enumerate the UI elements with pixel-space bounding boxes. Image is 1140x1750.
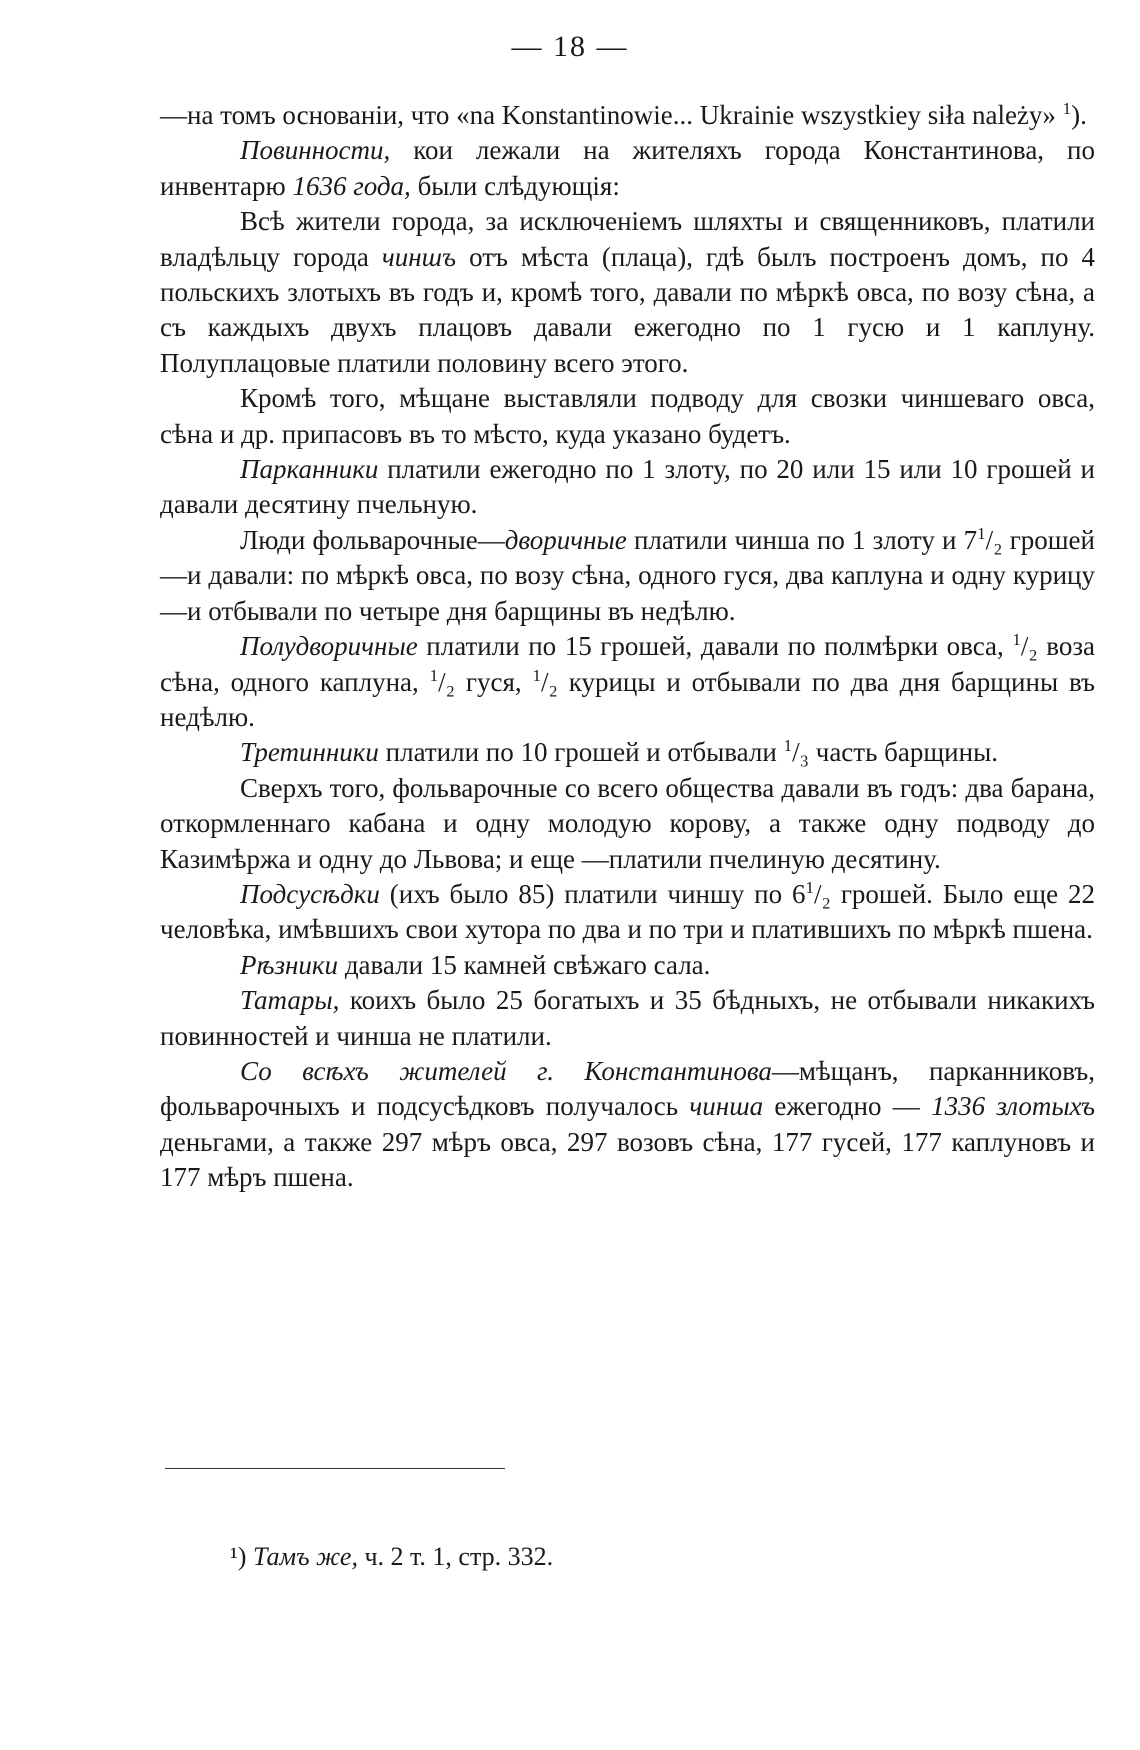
- text-run: деньгами, а также 297 мѣръ овса, 297 возовъ сѣна, 177 гусей, 177 каплуновъ и 177 мѣръ пшена.: [160, 1126, 1095, 1193]
- italic-run: Подсусѣдки: [240, 878, 380, 909]
- italic-run: Третинники: [240, 737, 379, 768]
- italic-run: Полудворичные: [240, 631, 418, 662]
- text-run: давали 15 камней свѣжаго сала.: [338, 949, 711, 980]
- paragraph-p11: [160, 948, 1095, 983]
- text-run: были слѣдующія:: [410, 170, 620, 201]
- superscript: 1: [1012, 630, 1021, 650]
- italic-run: чинша: [689, 1091, 764, 1122]
- text-run: кои лежали на жителяхъ города Константинова, по инвентарю: [160, 135, 1095, 201]
- text-run: ежегодно —: [763, 1091, 932, 1122]
- paragraph-p6: [160, 523, 1095, 629]
- superscript: 1: [977, 523, 986, 543]
- superscript: 1: [532, 665, 541, 685]
- superscript: 1: [783, 736, 793, 756]
- text-run: Всѣ жители города, за исключеніемъ шляхты и священниковъ, платили владѣльцу города: [160, 206, 1095, 272]
- italic-run: дворичные: [504, 524, 627, 555]
- footnote-reference: ч. 2 т. 1, стр. 332.: [357, 1542, 554, 1571]
- footnote-source: Тамъ же,: [252, 1542, 358, 1571]
- page-number: — 18 —: [511, 30, 629, 63]
- text-run: —на томъ основаніи, что «na Konstantinowie... Ukrainie wszystkiey siła należy»: [160, 100, 1063, 130]
- text-run: —мѣщанъ, парканниковъ, фольварочныхъ и подсусѣдковъ получалось: [160, 1055, 1095, 1122]
- text-run: /₂ курицы и отбывали по два дня барщины въ недѣлю.: [160, 666, 1095, 732]
- paragraph-p12: [160, 983, 1095, 1054]
- paragraph-p9: [160, 771, 1095, 877]
- text-run: Люди фольварочные—: [240, 524, 505, 555]
- italic-run: чиншъ: [381, 241, 457, 272]
- text-run: /₂ воза сѣна, одного каплуна,: [160, 631, 1095, 697]
- footnote: [230, 1540, 553, 1574]
- italic-run: Парканники: [240, 454, 379, 485]
- text-run: Сверхъ того, фольварочные со всего общества давали въ годъ: два барана, откормленнаго кабана и одну молодую корову, а также одну подводу до Казимѣржа и одну до Львова; и еще —платили пчелиную десятину.: [160, 772, 1095, 874]
- text-run: ).: [1071, 100, 1087, 130]
- footnote-divider: [165, 1468, 505, 1469]
- paragraph-p5: [160, 452, 1095, 523]
- italic-run: Повинности,: [240, 135, 391, 166]
- main-text: [160, 98, 1095, 1196]
- text-run: платили по 10 грошей и отбывали: [378, 737, 784, 768]
- paragraph-p1: [160, 98, 1095, 133]
- paragraph-p8: [160, 735, 1095, 770]
- paragraph-p2: [160, 133, 1095, 204]
- italic-run: Со всѣхъ жителей г. Константинова: [240, 1055, 772, 1086]
- text-run: коихъ было 25 богатыхъ и 35 бѣдныхъ, не отбывали никакихъ повинностей и чинша не платили.: [160, 985, 1095, 1051]
- text-run: /₂ грошей—и давали: по мѣркѣ овса, по возу сѣна, одного гуся, два каплуна и одну курицу—и отбывали по четыре дня барщины въ недѣлю.: [160, 524, 1095, 626]
- text-run: /₂ грошей. Было еще 22 человѣка, имѣвшихъ свои хутора по два и по три и платившихъ по мѣркѣ пшена.: [160, 878, 1095, 945]
- superscript: 1: [1062, 99, 1072, 118]
- italic-run: 1336 злотыхъ: [931, 1091, 1095, 1122]
- superscript: 1: [805, 877, 815, 897]
- italic-run: Татары,: [240, 985, 340, 1016]
- italic-run: Рѣзники: [240, 949, 339, 980]
- paragraph-p4: [160, 381, 1095, 452]
- text-run: Кромѣ того, мѣщане выставляли подводу для свозки чиншеваго овса, сѣна и др. припасовъ въ то мѣсто, куда указано будетъ.: [160, 383, 1095, 449]
- paragraph-p7: [160, 629, 1095, 735]
- text-run: (ихъ было 85) платили чиншу по 6: [379, 878, 806, 909]
- paragraph-p13: [160, 1054, 1095, 1196]
- text-run: /₂ гуся,: [438, 666, 533, 697]
- text-run: платили чинша по 1 злоту и 7: [626, 524, 978, 555]
- italic-run: 1636 года,: [292, 170, 411, 201]
- text-run: платили по 15 грошей, давали по полмѣрки овса,: [417, 631, 1013, 662]
- superscript: 1: [429, 665, 439, 685]
- paragraph-p3: [160, 204, 1095, 381]
- text-run: /₃ часть барщины.: [792, 737, 998, 768]
- text-run: платили ежегодно по 1 злоту, по 20 или 15 или 10 грошей и давали десятину пчельную.: [160, 454, 1095, 520]
- footnote-marker: ¹): [230, 1542, 247, 1571]
- text-run: отъ мѣста (плаца), гдѣ былъ построенъ домъ, по 4 польскихъ злотыхъ въ годъ и, кромѣ того, давали по мѣркѣ овса, по возу сѣна, а съ каждыхъ двухъ плацовъ давали ежегодно по 1 гусю и 1 каплуну. Полуплацовые платили половину всего этого.: [160, 241, 1095, 378]
- paragraph-p10: [160, 877, 1095, 948]
